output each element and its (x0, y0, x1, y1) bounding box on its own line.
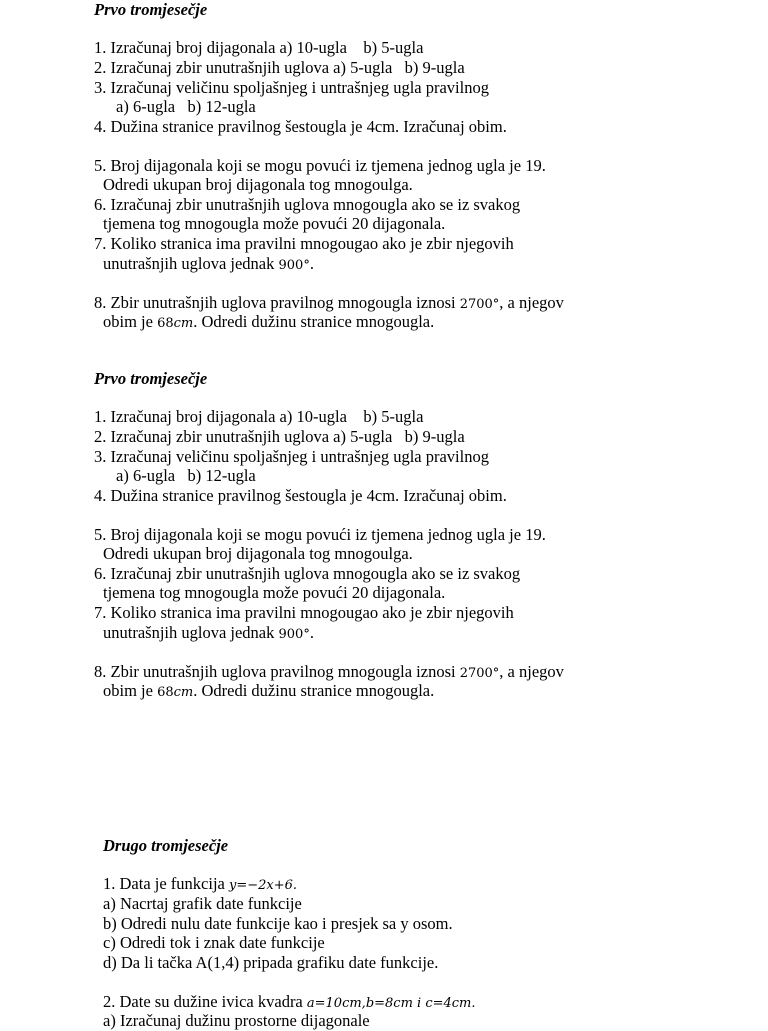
perimeter-unit: cm (173, 685, 194, 700)
task-8-text: 8. Zbir unutrašnjih uglova pravilnog mnogougla iznosi (94, 662, 460, 681)
question-1-text: 1. Data je funkcija (103, 874, 229, 893)
question-1d: d) Da li tačka A(1,4) pripada grafiku date funkcije. (103, 953, 439, 972)
question-1a: a) Nacrtaj grafik date funkcije (103, 894, 302, 913)
task-6: 6. Izračunaj zbir unutrašnjih uglova mnogougla ako se iz svakog (94, 564, 521, 583)
section-title: Prvo tromjesečje (94, 369, 208, 388)
question-2-text: 2. Date su dužine ivica kvadra (103, 992, 307, 1011)
task-3-options: a) 6-ugla b) 12-ugla (116, 97, 256, 116)
question-1 (103, 874, 297, 894)
task-8 (94, 293, 564, 313)
angle-formula: 2700° (459, 297, 500, 312)
task-8 (94, 662, 564, 682)
perimeter-unit: cm (173, 316, 194, 331)
angle-formula: 900° (278, 258, 310, 273)
task-6: 6. Izračunaj zbir unutrašnjih uglova mnogougla ako se iz svakog (94, 195, 521, 214)
question-2 (103, 992, 476, 1012)
task-8-text-end: . Odredi dužinu stranice mnogougla. (193, 681, 435, 700)
task-7-continued (103, 623, 314, 643)
perimeter-number: 68 (157, 316, 174, 331)
task-6-continued: tjemena tog mnogougla može povući 20 dijagonala. (103, 583, 446, 602)
task-7-end: . (309, 254, 314, 273)
task-1: 1. Izračunaj broj dijagonala a) 10-ugla b) 5-ugla (94, 38, 424, 57)
angle-formula: 2700° (459, 666, 500, 681)
question-1c: c) Odredi tok i znak date funkcije (103, 933, 325, 952)
cuboid-formula: a=10cm,b=8cm i c=4cm. (306, 996, 476, 1011)
task-5-continued: Odredi ukupan broj dijagonala tog mnogoulga. (103, 175, 413, 194)
task-6-continued: tjemena tog mnogougla može povući 20 dijagonala. (103, 214, 446, 233)
question-1b: b) Odredi nulu date funkcije kao i presjek sa y osom. (103, 914, 453, 933)
task-5: 5. Broj dijagonala koji se mogu povući iz tjemena jednog ugla je 19. (94, 525, 546, 544)
perimeter-number: 68 (157, 685, 174, 700)
section-title: Prvo tromjesečje (94, 0, 208, 19)
task-4: 4. Dužina stranice pravilnog šestougla je 4cm. Izračunaj obim. (94, 117, 507, 136)
task-7-continued (103, 254, 314, 274)
task-5-continued: Odredi ukupan broj dijagonala tog mnogoulga. (103, 544, 413, 563)
task-4: 4. Dužina stranice pravilnog šestougla je 4cm. Izračunaj obim. (94, 486, 507, 505)
task-8-text: obim je (103, 312, 158, 331)
task-2: 2. Izračunaj zbir unutrašnjih uglova a) 5-ugla b) 9-ugla (94, 58, 465, 77)
angle-formula: 900° (278, 627, 310, 642)
task-7: 7. Koliko stranica ima pravilni mnogougao ako je zbir njegovih (94, 234, 514, 253)
task-8-text-end: , a njegov (499, 662, 564, 681)
task-3: 3. Izračunaj veličinu spoljašnjeg i untrašnjeg ugla pravilnog (94, 78, 489, 97)
function-formula: y=−2x+6. (229, 878, 298, 893)
task-8-text-end: , a njegov (499, 293, 564, 312)
task-3-options: a) 6-ugla b) 12-ugla (116, 466, 256, 485)
task-7-text: unutrašnjih uglova jednak (103, 623, 279, 642)
task-8-continued (103, 312, 434, 332)
task-8-continued (103, 681, 434, 701)
task-3: 3. Izračunaj veličinu spoljašnjeg i untrašnjeg ugla pravilnog (94, 447, 489, 466)
section-title: Drugo tromjesečje (103, 836, 229, 855)
task-7-text: unutrašnjih uglova jednak (103, 254, 279, 273)
task-8-text-end: . Odredi dužinu stranice mnogougla. (193, 312, 435, 331)
task-7: 7. Koliko stranica ima pravilni mnogougao ako je zbir njegovih (94, 603, 514, 622)
task-5: 5. Broj dijagonala koji se mogu povući iz tjemena jednog ugla je 19. (94, 156, 546, 175)
task-2: 2. Izračunaj zbir unutrašnjih uglova a) 5-ugla b) 9-ugla (94, 427, 465, 446)
task-8-text: 8. Zbir unutrašnjih uglova pravilnog mnogougla iznosi (94, 293, 460, 312)
task-1: 1. Izračunaj broj dijagonala a) 10-ugla b) 5-ugla (94, 407, 424, 426)
task-7-end: . (309, 623, 314, 642)
task-8-text: obim je (103, 681, 158, 700)
question-2a: a) Izračunaj dužinu prostorne dijagonale (103, 1011, 370, 1030)
